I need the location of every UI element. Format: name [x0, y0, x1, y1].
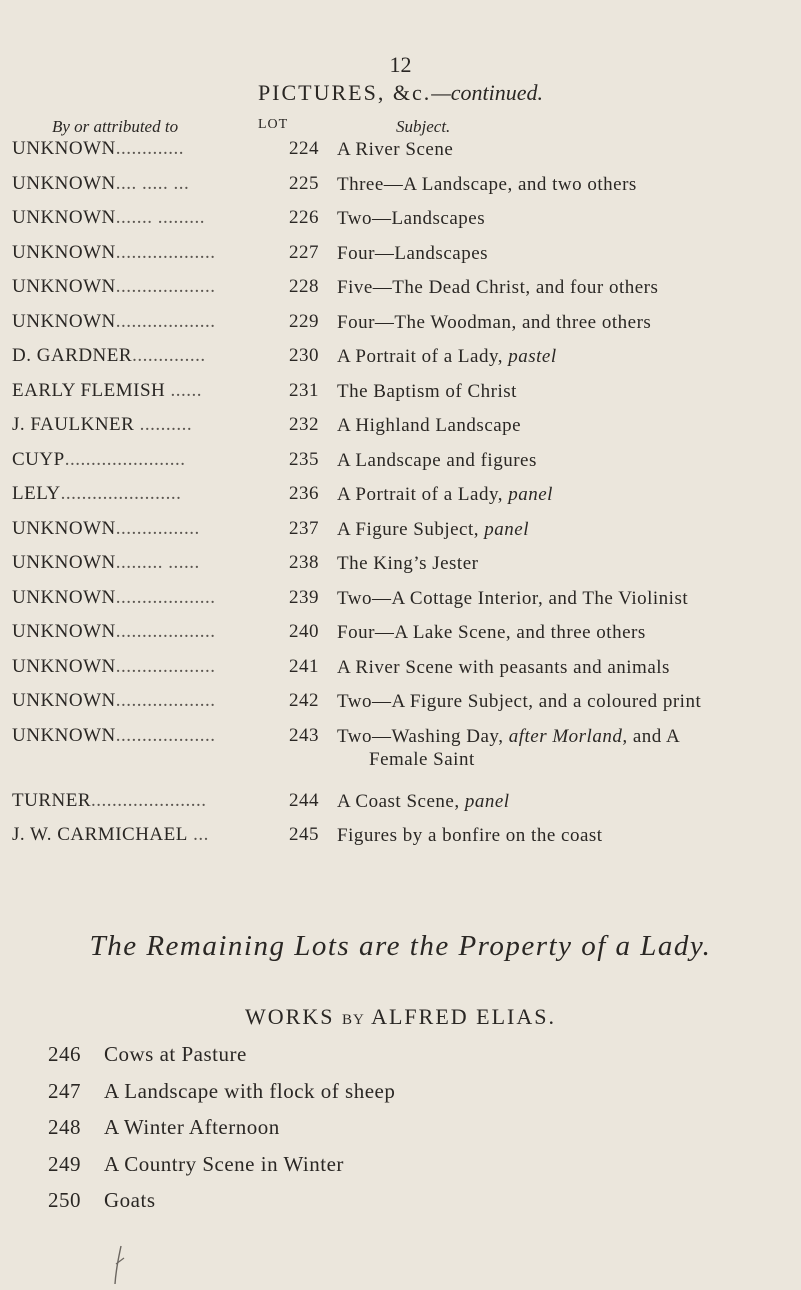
attribution-cell [12, 207, 332, 229]
subject-text: A Highland Landscape [337, 415, 522, 436]
attribution-name: UNKNOWN [12, 138, 116, 159]
lot-number: 235 [289, 448, 319, 470]
attribution-cell [12, 449, 332, 471]
subject-text: The King’s Jester [337, 553, 479, 574]
table-row [0, 685, 801, 720]
attribution-cell [12, 276, 332, 298]
list-item [48, 1152, 395, 1189]
pencil-mark-icon [112, 1244, 128, 1286]
lot-table [0, 133, 801, 854]
subject-text: Five—The Dead Christ, and four others [337, 277, 659, 298]
list-item [48, 1042, 395, 1079]
lot-number: 237 [289, 517, 319, 539]
table-row [0, 513, 801, 548]
leader-dots: .... ..... ... [115, 172, 190, 194]
attribution-cell [12, 824, 332, 846]
work-title: A Landscape with flock of sheep [104, 1078, 396, 1103]
lot-number: 247 [48, 1078, 81, 1103]
subject-italic: pastel [508, 346, 557, 367]
subject-text: A River Scene with peasants and animals [337, 656, 670, 678]
list-item [48, 1115, 395, 1152]
lot-number: 227 [289, 241, 319, 263]
subject-text: Figures by a bonfire on the coast [337, 825, 603, 846]
attribution-name: J. W. CARMICHAEL [12, 824, 188, 845]
table-row [0, 582, 801, 617]
subject-cell [337, 449, 792, 472]
attribution-cell [12, 790, 332, 812]
lot-number: 243 [289, 724, 319, 746]
leader-dots: ................... [115, 621, 216, 642]
subject-text: Two—A Figure Subject, and a coloured print [337, 691, 702, 712]
subject-cell [337, 138, 792, 161]
attribution-name: TURNER [12, 789, 91, 811]
attribution-cell [12, 345, 332, 367]
attribution-name: LELY [12, 483, 61, 504]
work-title: A Winter Afternoon [104, 1115, 280, 1139]
subject-text: A Coast Scene, [337, 790, 465, 812]
lot-number: 230 [289, 345, 319, 366]
list-item [48, 1188, 395, 1225]
subject-text: A Landscape and figures [337, 449, 537, 471]
lot-number: 231 [289, 379, 319, 401]
works-heading [0, 1004, 801, 1030]
leader-dots: ................... [115, 586, 216, 608]
attribution-cell [12, 380, 332, 402]
attribution-cell [12, 242, 332, 264]
attribution-cell [12, 587, 332, 609]
leader-dots: ................... [115, 276, 216, 297]
lot-number: 226 [289, 207, 319, 228]
attribution-name: UNKNOWN [12, 655, 116, 677]
lot-number: 246 [48, 1042, 81, 1066]
lot-number: 241 [289, 655, 319, 677]
works-prefix: WORKS [245, 1004, 335, 1029]
column-header-lot: LOT [258, 117, 289, 132]
attribution-name: J. FAULKNER [12, 414, 135, 435]
leader-dots: ................... [115, 310, 216, 332]
heading-continued: —continued. [431, 80, 544, 105]
lot-number: 249 [48, 1151, 81, 1176]
leader-dots: ...... [165, 379, 203, 401]
subject-cell [337, 587, 792, 610]
attribution-name: UNKNOWN [12, 586, 116, 608]
leader-dots: ................... [115, 724, 216, 746]
leader-dots: ... [187, 824, 209, 845]
table-row [0, 444, 801, 479]
lot-number: 239 [289, 586, 319, 608]
subject-cell [337, 483, 792, 506]
lot-number: 224 [289, 138, 319, 159]
subject-text: A River Scene [337, 139, 454, 160]
attribution-name: UNKNOWN [12, 172, 116, 194]
subject-cell [337, 518, 792, 541]
leader-dots: ....................... [64, 448, 186, 470]
subject-text: A Portrait of a Lady, [337, 484, 509, 505]
subject-cell [337, 725, 792, 771]
attribution-cell [12, 690, 332, 712]
lot-number: 248 [48, 1115, 81, 1139]
attribution-cell [12, 552, 332, 574]
attribution-name: UNKNOWN [12, 207, 116, 228]
subject-text: Four—A Lake Scene, and three others [337, 622, 646, 643]
page-heading [0, 80, 801, 106]
table-row [0, 375, 801, 410]
lot-number: 245 [289, 824, 319, 845]
attribution-name: UNKNOWN [12, 552, 116, 573]
attribution-name: EARLY FLEMISH [12, 379, 166, 401]
table-row [0, 785, 801, 820]
attribution-name: UNKNOWN [12, 724, 116, 746]
lot-number: 229 [289, 310, 319, 332]
table-row [0, 306, 801, 341]
attribution-name: UNKNOWN [12, 241, 116, 263]
lot-number: 236 [289, 483, 319, 504]
attribution-name: UNKNOWN [12, 310, 116, 332]
attribution-cell [12, 518, 332, 540]
table-row [0, 720, 801, 785]
subject-text: The Baptism of Christ [337, 380, 517, 402]
page-number: 12 [389, 52, 412, 77]
attribution-cell [12, 138, 332, 160]
subject-italic: panel [464, 790, 510, 812]
subject-text: A Portrait of a Lady, [337, 346, 509, 367]
table-row [0, 168, 801, 203]
leader-dots: ................... [115, 655, 216, 677]
leader-dots: ....... ......... [115, 207, 206, 228]
lot-number: 250 [48, 1188, 81, 1212]
attribution-name: D. GARDNER [12, 345, 133, 366]
attribution-name: CUYP [12, 448, 65, 470]
table-row [0, 340, 801, 375]
work-title: A Country Scene in Winter [104, 1151, 344, 1176]
subject-cell [337, 824, 792, 847]
subject-cell [337, 276, 792, 299]
subject-cell [337, 790, 792, 813]
lot-number: 232 [289, 414, 319, 435]
table-row [0, 651, 801, 686]
attribution-cell [12, 311, 332, 333]
leader-dots: ...................... [91, 789, 207, 811]
table-row [0, 616, 801, 651]
subject-text: A Figure Subject, [337, 518, 485, 540]
lot-number: 225 [289, 172, 319, 194]
attribution-cell [12, 173, 332, 195]
attribution-cell [12, 725, 332, 747]
subject-italic: panel [484, 518, 529, 540]
work-title: Cows at Pasture [104, 1042, 247, 1066]
column-header-attribution: By or attributed to [52, 117, 179, 136]
table-row [0, 819, 801, 854]
list-item [48, 1079, 395, 1116]
leader-dots: ....................... [60, 483, 182, 504]
lot-number: 240 [289, 621, 319, 642]
leader-dots: ................ [115, 517, 200, 539]
subject-italic: after Morland, [508, 725, 628, 747]
subject-after: and A [627, 725, 681, 747]
subject-cell [337, 345, 792, 368]
subject-text: Three—A Landscape, and two others [337, 173, 637, 195]
leader-dots: ................... [115, 690, 216, 711]
column-header-subject: Subject. [396, 117, 451, 136]
table-row [0, 237, 801, 272]
lot-number: 242 [289, 690, 319, 711]
subject-text: Two—Landscapes [337, 208, 486, 229]
works-artist: ALFRED ELIAS. [371, 1004, 556, 1029]
subject-cell [337, 207, 792, 230]
work-title: Goats [104, 1188, 156, 1212]
subject-cell [337, 242, 792, 265]
table-row [0, 202, 801, 237]
attribution-name: UNKNOWN [12, 621, 116, 642]
subject-cell [337, 311, 792, 334]
attribution-cell [12, 414, 332, 436]
table-row [0, 271, 801, 306]
attribution-cell [12, 621, 332, 643]
table-row [0, 478, 801, 513]
table-row [0, 547, 801, 582]
elias-works-list [48, 1042, 395, 1225]
table-row [0, 133, 801, 168]
lot-number: 228 [289, 276, 319, 297]
remaining-lots-note: The Remaining Lots are the Property of a Lady. [89, 930, 712, 962]
subject-cell [337, 656, 792, 679]
lot-number: 238 [289, 552, 319, 573]
subject-italic: panel [508, 484, 553, 505]
leader-dots: ................... [115, 241, 216, 263]
subject-text: Two—A Cottage Interior, and The Violinist [337, 587, 689, 609]
subject-cell [337, 552, 792, 575]
works-by: BY [341, 1012, 365, 1028]
heading-main: PICTURES, &c. [257, 80, 432, 105]
leader-dots: .............. [132, 345, 206, 366]
attribution-cell [12, 656, 332, 678]
subject-cell [337, 621, 792, 644]
leader-dots: ............. [115, 138, 185, 159]
attribution-name: UNKNOWN [12, 517, 116, 539]
attribution-cell [12, 483, 332, 505]
attribution-name: UNKNOWN [12, 690, 116, 711]
attribution-name: UNKNOWN [12, 276, 116, 297]
subject-text: Four—The Woodman, and three others [337, 311, 652, 333]
lot-number: 244 [289, 789, 319, 811]
subject-text: Two—Washing Day, [337, 725, 509, 747]
subject-continuation: Female Saint [369, 748, 475, 770]
subject-cell [337, 380, 792, 403]
subject-cell [337, 173, 792, 196]
table-row [0, 409, 801, 444]
subject-text: Four—Landscapes [337, 242, 489, 264]
subject-cell [337, 414, 792, 437]
leader-dots: ......... ...... [115, 552, 200, 573]
leader-dots: .......... [134, 414, 193, 435]
subject-cell [337, 690, 792, 713]
